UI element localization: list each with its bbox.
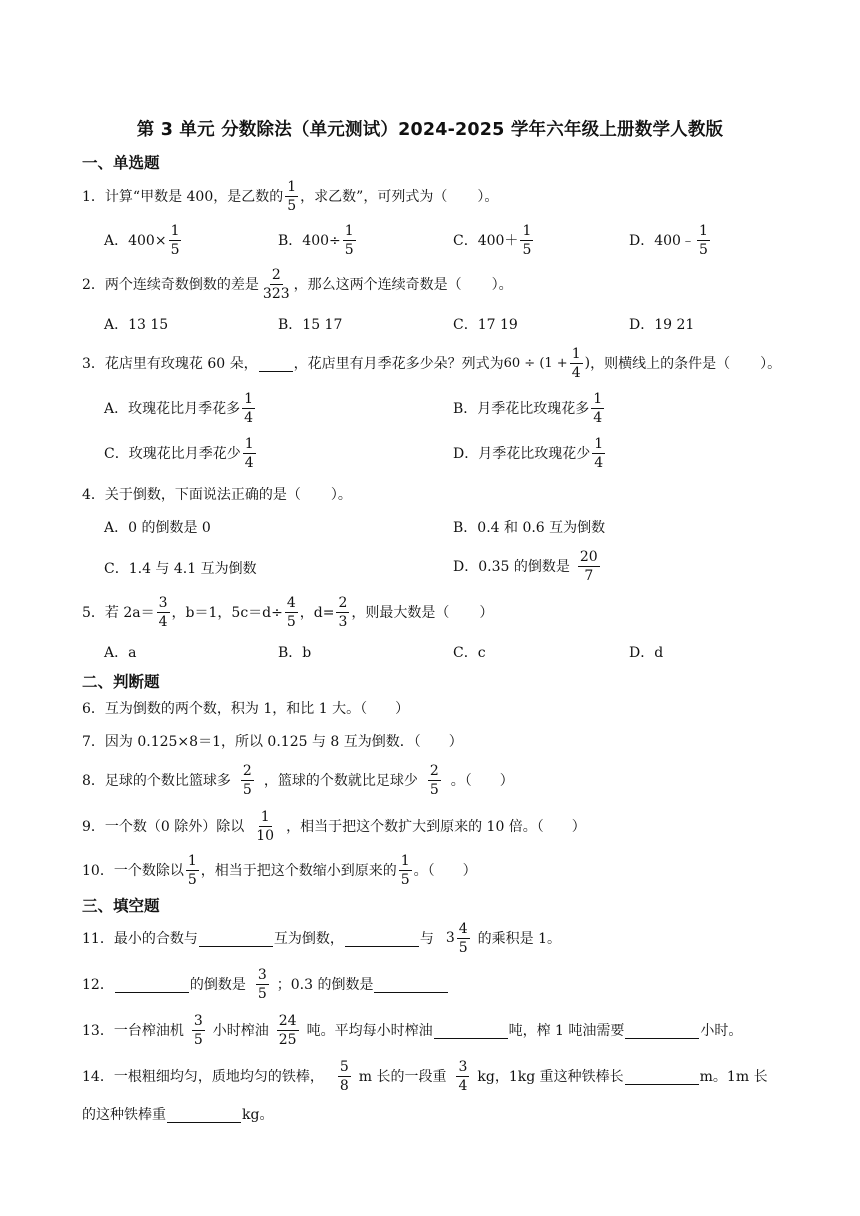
answer-blank[interactable] — [345, 930, 419, 947]
q3-option-a[interactable]: A．玫瑰花比月季花多 $\frac{1}{4}$ — [104, 390, 254, 426]
question-6: 6．互为倒数的两个数，积为 1，和比 1 大。（ ） — [82, 701, 410, 717]
q1-option-d[interactable]: D．400﹣ $\frac{1}{5}$ — [629, 222, 708, 258]
q4-option-b[interactable]: B．0.4 和 0.6 互为倒数 — [453, 520, 606, 536]
question-13: 13．一台榨油机 $\frac{3}{5}$ 小时榨油 $\frac{24}{25}$ 吨。平均每小时榨油 吨，榨 1 吨油需要 小时。 — [82, 1012, 743, 1048]
q4-option-c[interactable]: C．1.4 与 4.1 互为倒数 — [104, 561, 257, 577]
fraction: $\frac{1}{5}$ — [287, 178, 297, 214]
question-2: 2．两个连续奇数倒数的差是 $\frac{2}{323}$ ，那么这两个连续奇数是（ ）。 — [82, 266, 513, 302]
answer-blank[interactable] — [259, 355, 293, 372]
question-10: 10．一个数除以 $\frac{1}{5}$ ，相当于把这个数缩小到原来的 $\frac{1}{5}$ 。（ ） — [82, 852, 477, 888]
q3-option-c[interactable]: C．玫瑰花比月季花少 $\frac{1}{4}$ — [104, 435, 254, 471]
q1-option-c[interactable]: C．400＋ $\frac{1}{5}$ — [453, 222, 532, 258]
question-1: 1．计算“甲数是 400，是乙数的 $\frac{1}{5}$ ，求乙数”，可列式为（ ）。 — [82, 178, 499, 214]
answer-blank[interactable] — [199, 930, 273, 947]
q5-option-b[interactable]: B．b — [278, 645, 312, 661]
q5-option-a[interactable]: A．a — [104, 645, 137, 661]
answer-blank[interactable] — [625, 1022, 699, 1039]
q3-option-d[interactable]: D．月季花比玫瑰花少 $\frac{1}{4}$ — [453, 435, 604, 471]
section-heading-true-false: 二、判断题 — [82, 673, 160, 691]
q2-option-c[interactable]: C．17 19 — [453, 317, 518, 333]
answer-blank[interactable] — [115, 976, 189, 993]
q2-option-a[interactable]: A．13 15 — [104, 317, 169, 333]
question-4: 4．关于倒数，下面说法正确的是（ ）。 — [82, 487, 352, 503]
q1-option-a[interactable]: A．400× $\frac{1}{5}$ — [104, 222, 180, 258]
question-8: 8．足球的个数比篮球多 $\frac{2}{5}$ ，篮球的个数就比足球少 $\frac{2}{5}$ 。（ ） — [82, 762, 514, 798]
q2-option-b[interactable]: B．15 17 — [278, 317, 343, 333]
question-14-continued: 的这种铁棒重 kg。 — [82, 1107, 274, 1123]
answer-blank[interactable] — [167, 1106, 241, 1123]
q3-option-b[interactable]: B．月季花比玫瑰花多 $\frac{1}{4}$ — [453, 390, 603, 426]
question-14: 14．一根粗细均匀，质地均匀的铁棒， $\frac{5}{8}$ m 长的一段重 $\frac{3}{4}$ kg，1kg 重这种铁棒长 m。1m 长 — [82, 1058, 768, 1094]
q1-option-b[interactable]: B．400÷ $\frac{1}{5}$ — [278, 222, 354, 258]
q5-option-d[interactable]: D．d — [629, 645, 664, 661]
answer-blank[interactable] — [625, 1068, 699, 1085]
question-9: 9．一个数（0 除外）除以 $\frac{1}{10}$ ，相当于把这个数扩大到原来的 10 倍。（ ） — [82, 808, 586, 844]
question-3: 3．花店里有玫瑰花 60 朵， ，花店里有月季花多少朵？列式为 60 ÷ (1 + $\frac{1}{4}$ ) ，则横线上的条件是（ ）。 — [82, 345, 782, 381]
q5-option-c[interactable]: C．c — [453, 645, 486, 661]
q4-option-a[interactable]: A．0 的倒数是 0 — [104, 520, 211, 536]
answer-blank[interactable] — [434, 1022, 508, 1039]
q4-option-d[interactable]: D．0.35 的倒数是 $\frac{20}{7}$ — [453, 548, 598, 584]
answer-blank[interactable] — [374, 976, 448, 993]
question-7: 7．因为 0.125×8＝1，所以 0.125 与 8 互为倒数．（ ） — [82, 734, 463, 750]
question-12: 12． 的倒数是 $\frac{3}{5}$ ；0.3 的倒数是 — [82, 962, 449, 1006]
question-11: 11．最小的合数与 互为倒数， 与 3 $\frac{4}{5}$ 的乘积是 1。 — [82, 920, 562, 956]
section-heading-fill-blank: 三、填空题 — [82, 897, 160, 915]
section-heading-single-choice: 一、单选题 — [82, 154, 160, 172]
question-5: 5．若 2a＝ $\frac{3}{4}$ ，b＝1，5c＝d÷ $\frac{4}{5}$ ，d= $\frac{2}{3}$ ，则最大数是（ ） — [82, 594, 494, 630]
q2-option-d[interactable]: D．19 21 — [629, 317, 695, 333]
page-title: 第 3 单元 分数除法（单元测试）2024-2025 学年六年级上册数学人教版 — [136, 120, 724, 140]
